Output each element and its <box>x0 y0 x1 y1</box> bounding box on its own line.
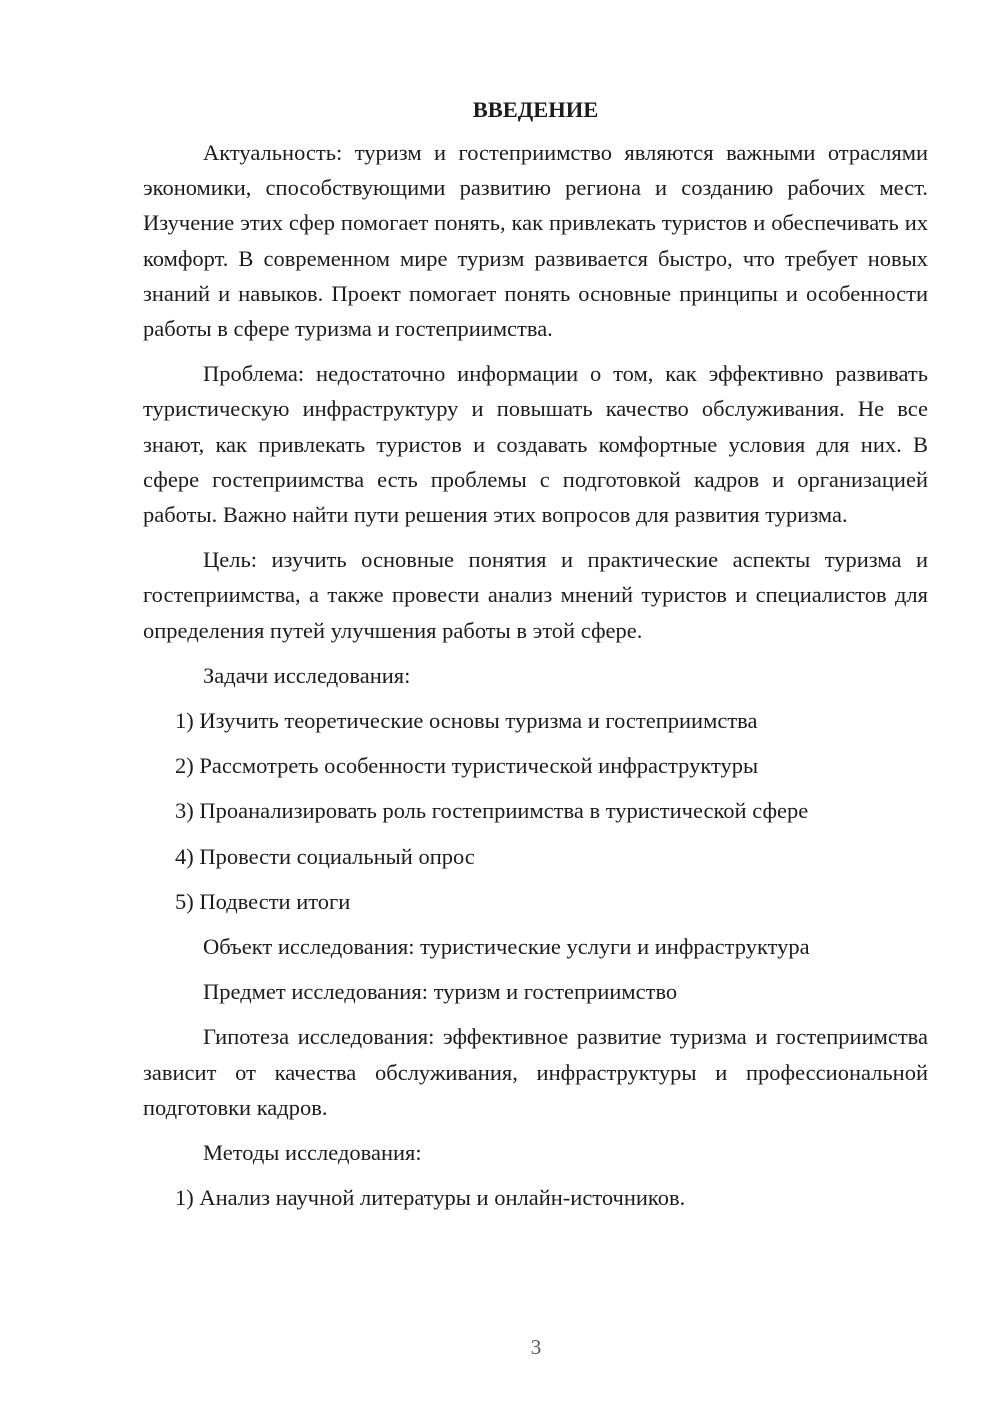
goal-paragraph: Цель: изучить основные понятия и практические аспекты туризма и гостеприимства, а также провести анализ мнений туристов и специалистов для определения путей улучшения работы в этой сфере. <box>143 547 928 643</box>
task-item-1: 1) Изучить теоретические основы туризма и гостеприимства <box>175 708 758 734</box>
research-subject: Предмет исследования: туризм и гостеприимство <box>203 979 678 1005</box>
task-item-5: 5) Подвести итоги <box>175 888 351 914</box>
page-number: 3 <box>530 1335 542 1359</box>
problem-paragraph: Проблема: недостаточно информации о том, как эффективно развивать туристическую инфраструктуру и повышать качество обслуживания. Не все знают, как привлекать туристов и создавать комфортные условия для них. В сфере гостеприимства есть проблемы с подготовкой кадров и организацией работы. Важно найти пути решения этих вопросов для развития туризма. <box>143 361 928 528</box>
relevance-paragraph: Актуальность: туризм и гостеприимство являются важными отраслями экономики, способствующими развитию региона и созданию рабочих мест. Изучение этих сфер помогает понять, как привлекать туристов и обеспечивать их комфорт. В современном мире туризм развивается быстро, что требует новых знаний и навыков. Проект помогает понять основные принципы и особенности работы в сфере туризма и гостеприимства. <box>143 140 928 342</box>
methods-list <box>143 1180 928 1215</box>
task-item-4: 4) Провести социальный опрос <box>175 843 475 869</box>
method-item-1: 1) Анализ научной литературы и онлайн-источников. <box>175 1185 686 1211</box>
section-heading: ВВЕДЕНИЕ <box>472 97 599 122</box>
hypothesis-paragraph: Гипотеза исследования: эффективное развитие туризма и гостеприимства зависит от качества обслуживания, инфраструктуры и профессиональной подготовки кадров. <box>143 1024 928 1120</box>
research-object: Объект исследования: туристические услуги и инфраструктура <box>203 934 810 960</box>
methods-title: Методы исследования: <box>203 1140 422 1166</box>
page-content <box>143 92 928 1225</box>
task-item-3: 3) Проанализировать роль гостеприимства в туристической сфере <box>175 798 809 824</box>
tasks-title: Задачи исследования: <box>203 662 411 688</box>
tasks-list <box>143 703 928 919</box>
task-item-2: 2) Рассмотреть особенности туристической инфраструктуры <box>175 753 759 779</box>
